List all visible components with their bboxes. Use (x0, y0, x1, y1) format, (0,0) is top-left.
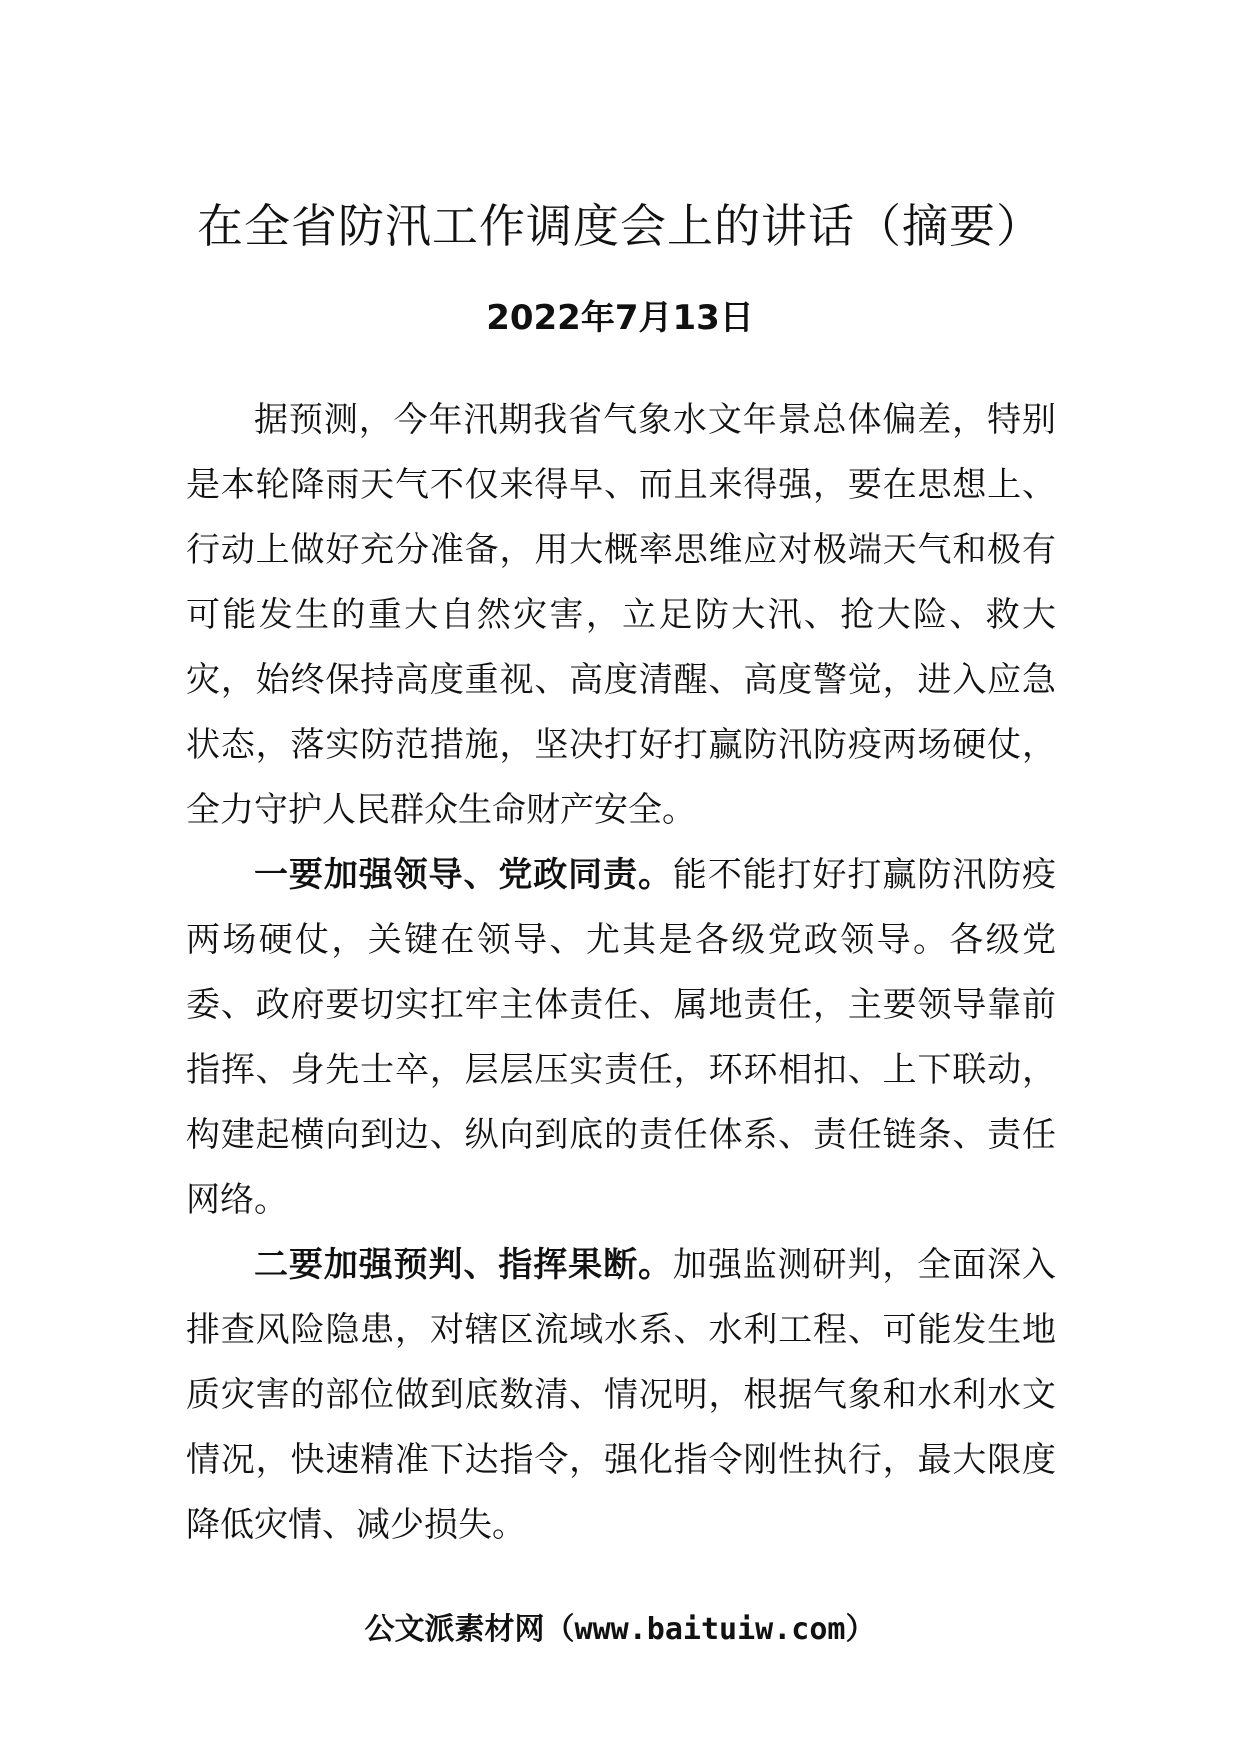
document-body (186, 388, 1056, 1558)
document-date: 2022年7月13日 (486, 298, 754, 338)
paragraph-point-two-lead: 二要加强预判、指挥果断。 (254, 1245, 673, 1285)
paragraph-point-two-text: 加强监测研判，全面深入排查风险隐患，对辖区流域水系、水利工程、可能发生地质灾害的部位做到底数清、情况明，根据气象和水利水文情况，快速精准下达指令，强化指令刚性执行，最大限度降低灾情、减少损失。 (186, 1245, 1057, 1545)
footer-site-name: 公文派素材网 (364, 1612, 545, 1647)
footer-paren-open: （ (544, 1612, 575, 1647)
paragraph-point-one-text: 能不能打好打赢防汛防疫两场硬仗，关键在领导、尤其是各级党政领导。各级党委、政府要切实扛牢主体责任、属地责任，主要领导靠前指挥、身先士卒，层层压实责任，环环相扣、上下联动，构建起横向到边、纵向到底的责任体系、责任链条、责任网络。 (186, 855, 1057, 1220)
paragraph-intro (186, 388, 1056, 843)
page-footer (0, 1610, 1240, 1650)
footer-url-link[interactable]: www.baituiw.com (574, 1612, 846, 1647)
paragraph-point-one-lead: 一要加强领导、党政同责。 (254, 855, 673, 895)
paragraph-point-one (186, 843, 1056, 1233)
paragraph-point-two (186, 1233, 1056, 1558)
paragraph-intro-text: 据预测，今年汛期我省气象水文年景总体偏差，特别是本轮降雨天气不仅来得早、而且来得强，要在思想上、行动上做好充分准备，用大概率思维应对极端天气和极有可能发生的重大自然灾害，立足防大汛、抢大险、救大灾，始终保持高度重视、高度清醒、高度警觉，进入应急状态，落实防范措施，坚决打好打赢防汛防疫两场硬仗，全力守护人民群众生命财产安全。 (186, 400, 1056, 830)
footer-paren-close: ） (845, 1612, 876, 1647)
document-title: 在全省防汛工作调度会上的讲话（摘要） (197, 199, 1043, 253)
